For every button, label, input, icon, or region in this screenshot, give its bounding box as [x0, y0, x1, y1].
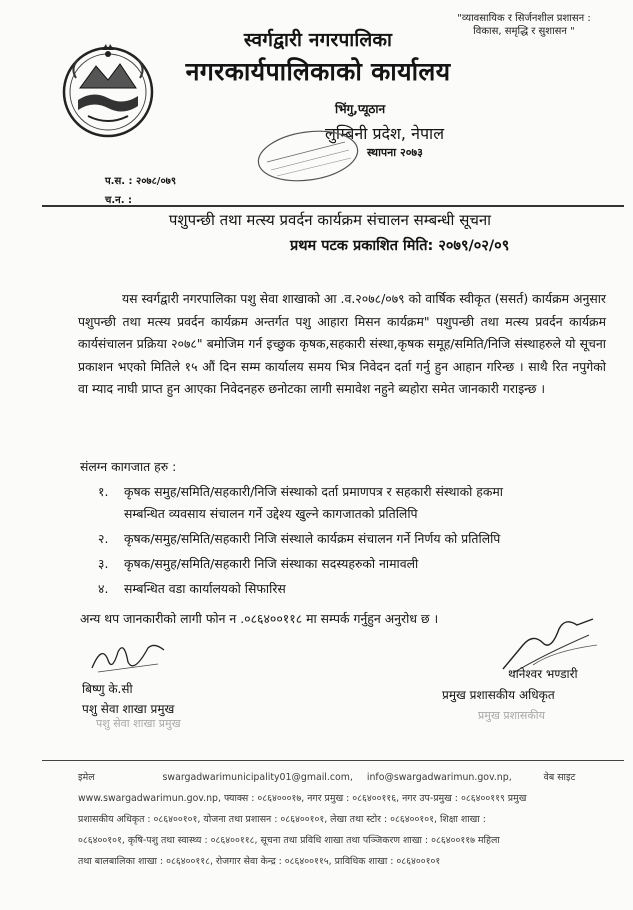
right-signatory-title: प्रमुख प्रशासकीय अधिकृत [442, 688, 555, 702]
attachment-item [98, 481, 503, 525]
attachment-item [98, 553, 418, 575]
office-stamp [253, 128, 363, 184]
attachment-number: २. [98, 531, 109, 546]
email-label: इमेल [78, 772, 95, 783]
established-date: स्थापना २०७३ [367, 146, 423, 159]
notice-body [78, 288, 606, 401]
attachment-text-continued: सम्बन्धित व्यवसाय संचालन गर्ने उद्देश्य खुल्ने कागजातको प्रतिलिपि [124, 506, 418, 521]
attachments-heading: संलग्न कागजात हरु : [80, 459, 177, 474]
municipality-name: स्वर्गद्वारी नगरपालिका [243, 29, 393, 51]
dispatch-number: च.न. : [105, 195, 132, 206]
attachment-item [98, 528, 500, 550]
signature-left [88, 638, 168, 678]
notice-title: पशुपन्छी तथा मत्स्य प्रवर्दन कार्यक्रम संचालन सम्बन्धी सूचना [168, 211, 492, 229]
header-divider [42, 205, 624, 207]
footer-line-3: प्रशासकीय अधिकृत : ०८६४००१०१, योजना तथा प्रशासन : ०८६४००१०१, लेखा तथा स्टोर : ०८६४००१०१, शिक्षा शाखा : [78, 814, 486, 825]
left-signatory-title: पशु सेवा शाखा प्रमुख [82, 702, 175, 716]
email-link-1[interactable]: swargadwarimunicipality01@gmail.com, [162, 772, 353, 783]
attachment-number: ४. [98, 581, 109, 596]
office-name: नगरकार्यपालिकाको कार्यालय [185, 57, 451, 86]
attachment-number: ३. [98, 556, 109, 571]
motto-line-1: "व्यावसायिक र सिर्जनशील प्रशासन : [457, 13, 591, 24]
published-date: प्रथम पटक प्रकाशित मिति: २०७९/०२/०९ [290, 238, 510, 254]
address-line-2: लुम्बिनी प्रदेश, नेपाल [325, 124, 445, 143]
attachment-text: कृषक समुह/समिति/सहकारी/निजि संस्थाको दर्ता प्रमाणपत्र र सहकारी संस्थाको हकमा [124, 484, 504, 499]
contact-info: अन्य थप जानकारीको लागी फोन न .०८६४००११८ मा सम्पर्क गर्नुहुन अनुरोध छ । [80, 611, 439, 626]
nepal-emblem-logo [58, 40, 158, 140]
left-signatory-name: बिष्णु के.सी [82, 682, 133, 696]
attachment-item [98, 578, 286, 600]
motto-line-2: विकास, समृद्धि र सुशासन " [473, 26, 575, 37]
attachment-text: कृषक/समुह/समिति/सहकारी निजि संस्थाले कार्यक्रम संचालन गर्ने निर्णय को प्रतिलिपि [124, 531, 501, 546]
footer-line-4: ०८६४००१०१, कृषि-पशु तथा स्वास्थ्य : ०८६४००११८, सूचना तथा प्रविधि शाखा तथा पञ्जिकरण शाखा : ०८६४००११७ महिला [78, 835, 500, 846]
reference-number: प.स. : २०७८/०७९ [105, 176, 177, 187]
attachment-text: सम्बन्धित वडा कार्यालयको सिफारिस [124, 581, 286, 596]
left-stamp-text: पशु सेवा शाखा प्रमुख [96, 717, 181, 730]
email-link-2[interactable]: info@swargadwarimun.gov.np, [366, 772, 512, 783]
attachment-number: १. [98, 484, 109, 499]
website-label: वेब साइट [543, 772, 576, 783]
footer-line-5: तथा बालबालिका शाखा : ०८६४००११८, रोजगार सेवा केन्द्र : ०८६४००११५, प्राविधिक शाखा : ०८६४००१०१ [78, 856, 441, 867]
right-stamp-text: प्रमुख प्रशासकीय [478, 709, 546, 722]
footer-divider [42, 760, 624, 761]
footer-line-1 [78, 768, 608, 787]
notice-paragraph: यस स्वर्गद्वारी नगरपालिका पशु सेवा शाखाको आ .व.२०७८/०७९ को वार्षिक स्वीकृत (ससर्त) कार्यक्रम अनुसार पशुपन्छी तथा मत्स्य प्रवर्दन कार्यक्रम अन्तर्गत पशु आहारा मिसन कार्यक्रम" पशुपन्छी तथा मत्स्य प्रवर्दन कार्यक्रम कार्यसंचालन प्रक्रिया २०७८" बमोजिम गर्न इच्छुक कृषक,सहकारी संस्था,कृषक समूह/समिति/निजि संस्थाहरुले यो सूचना प्रकाशन भएको मितिले १५ औं दिन सम्म कार्यालय समय भित्र निवेदन दर्ता गर्नु हुन आहान गरिन्छ । साथै रित नपुगेको वा म्याद नाघी प्राप्त हुन आएका निवेदनहरु छनोटका लागी समावेश नहुने ब्यहोरा समेत जानकारी गराइन्छ । [78, 291, 606, 397]
footer-line-2: www.swargadwarimun.gov.np, फ्याक्स : ०८६४०००१७, नगर प्रमुख : ०८६४००११६, नगर उप-प्रमुख : ०८६४००११९ प्रमुख [78, 793, 527, 804]
attachment-text: कृषक/समुह/समिति/सहकारी निजि संस्थाका सदस्यहरुको नामावली [124, 556, 419, 571]
right-signatory-name: थानेश्वर भण्डारी [508, 667, 578, 681]
address-line-1: भिंगु,प्यूठान [335, 102, 386, 116]
